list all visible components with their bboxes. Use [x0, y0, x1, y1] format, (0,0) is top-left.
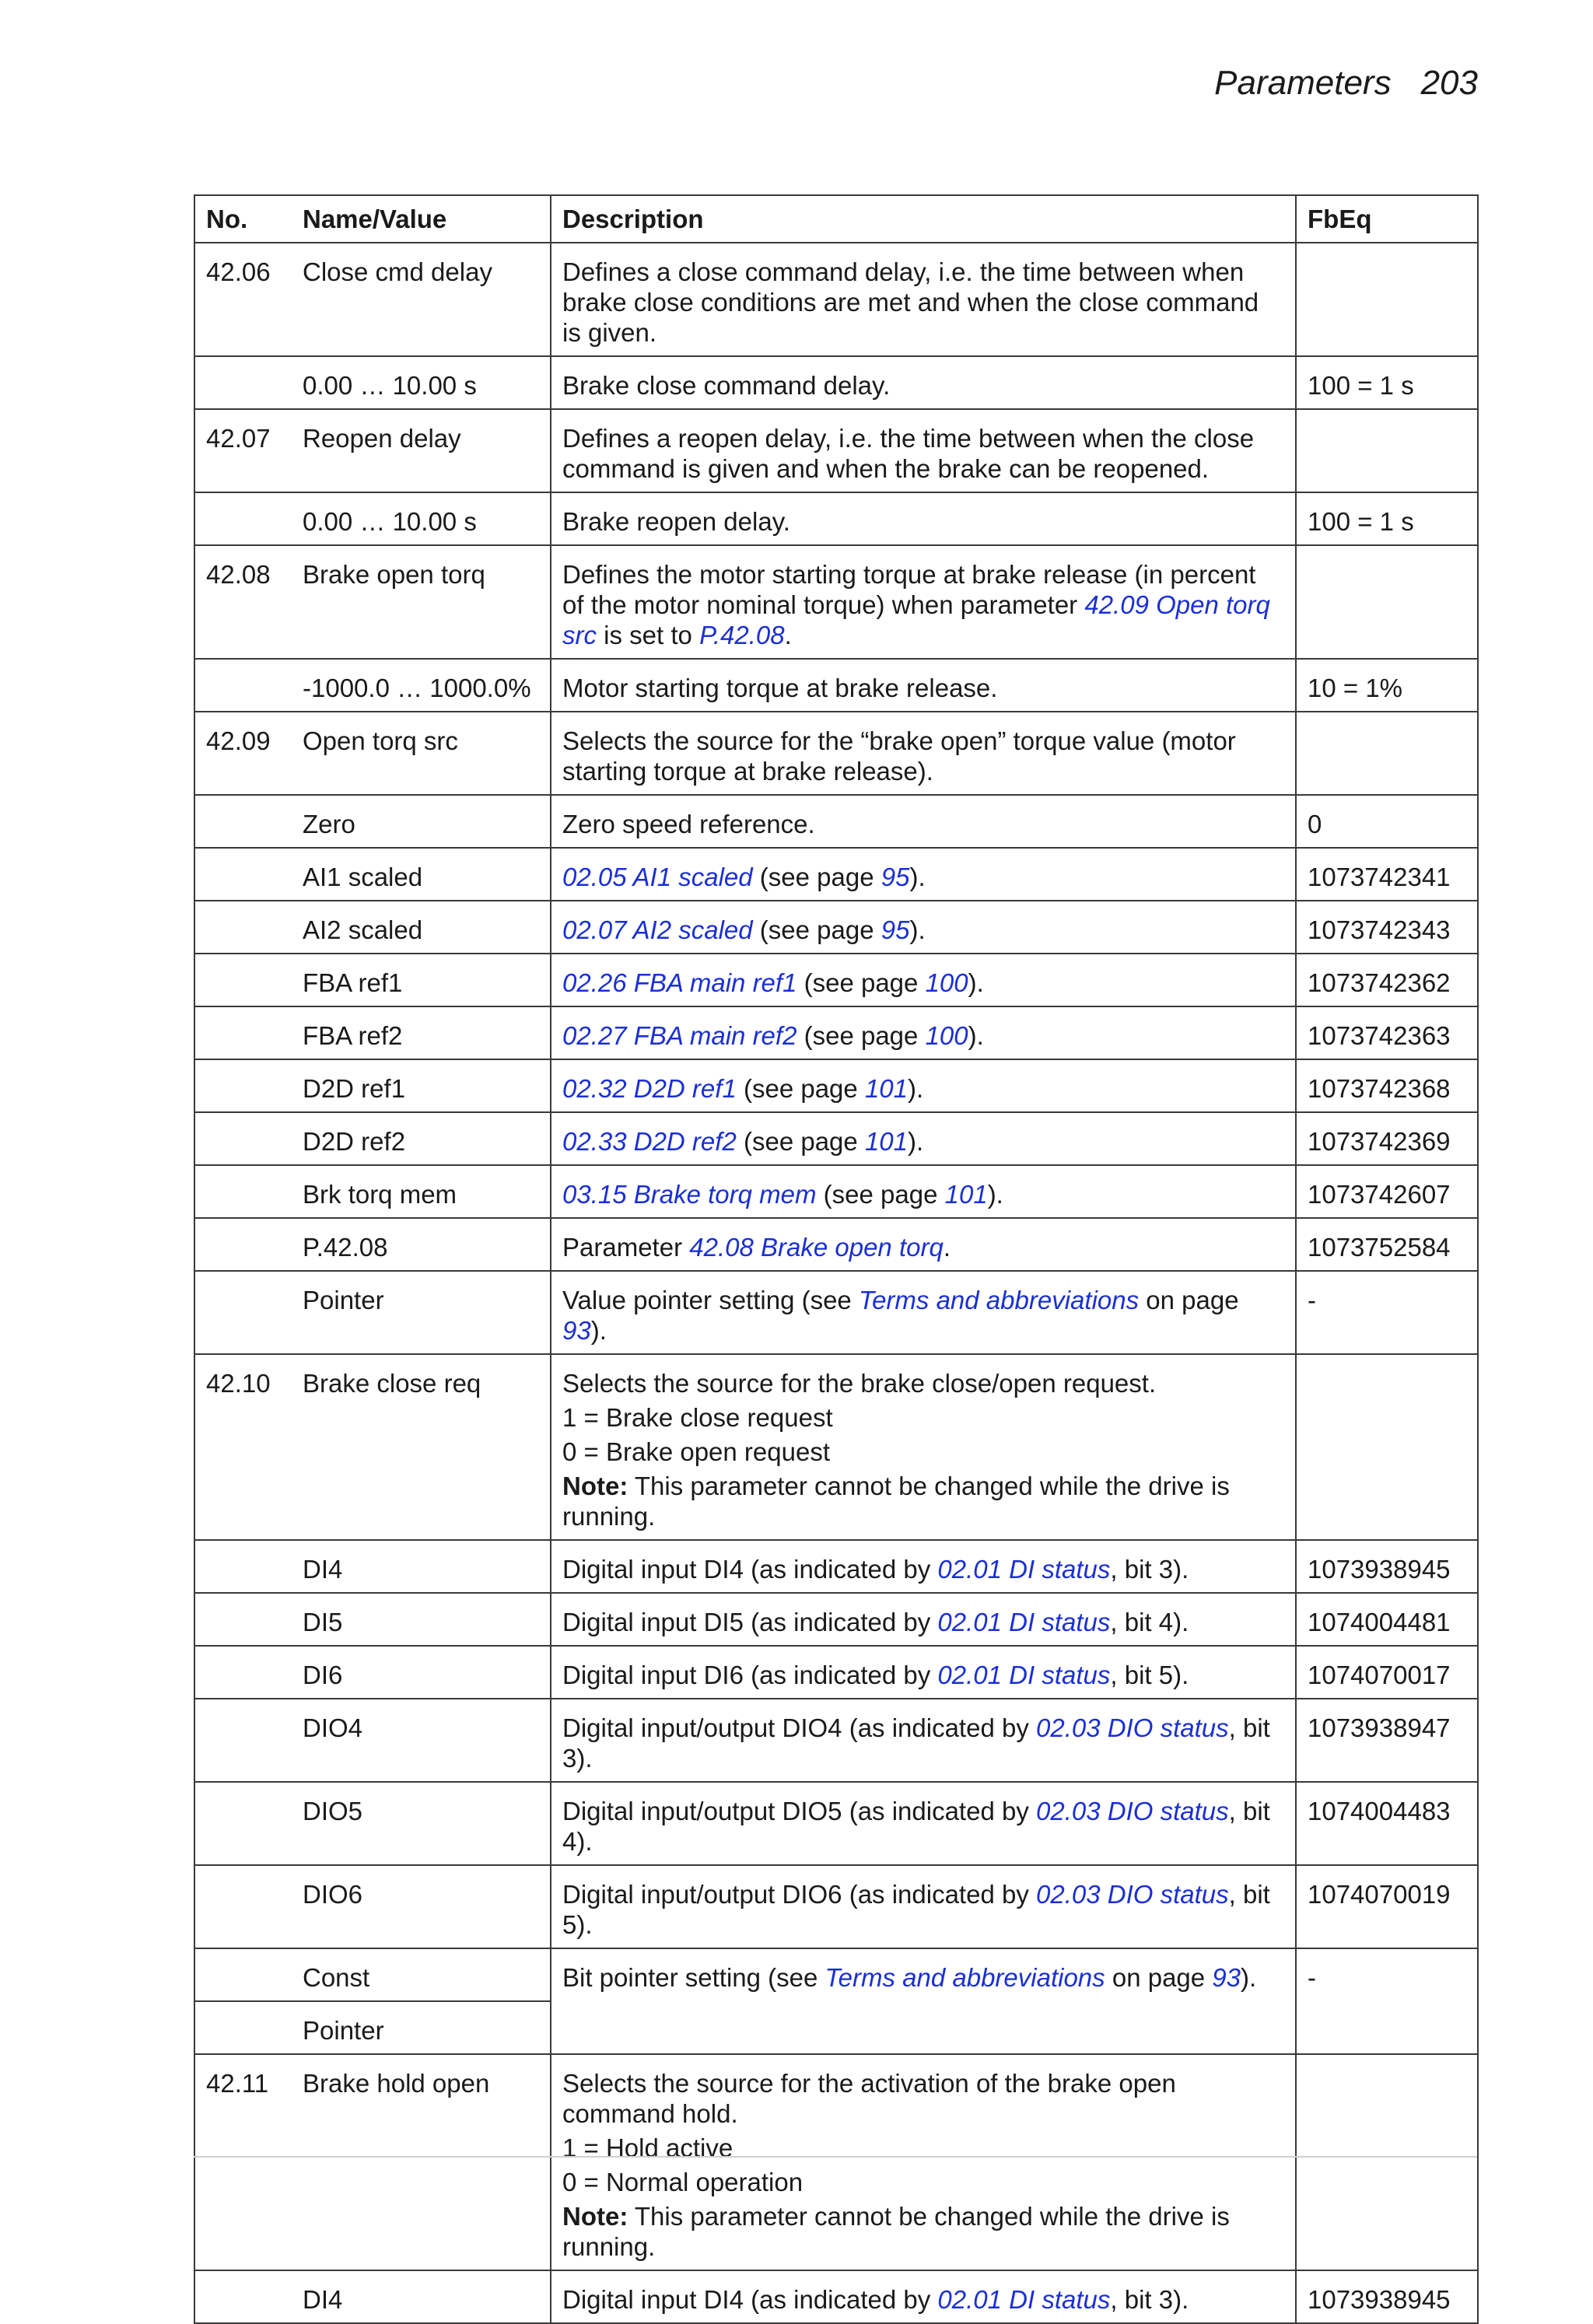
- description-paragraph: [562, 423, 1284, 484]
- param-description: [551, 954, 1296, 1006]
- param-description: [551, 1165, 1296, 1218]
- param-name-value: AI2 scaled: [292, 901, 551, 954]
- description-paragraph: [562, 1368, 1284, 1398]
- param-description: [551, 1006, 1296, 1059]
- table-row: [194, 1006, 1478, 1059]
- description-paragraph: [562, 1285, 1284, 1346]
- description-paragraph: [562, 1607, 1284, 1637]
- fieldbus-equivalent: 1073938947: [1296, 1699, 1478, 1782]
- description-text: Defines a close command delay, i.e. the time between when brake close conditions are met and when the close command is given.: [562, 257, 1259, 347]
- description-text: Digital input DI6 (as indicated by: [562, 1661, 938, 1689]
- param-description: [551, 409, 1296, 492]
- description-paragraph: [562, 2133, 1284, 2163]
- description-paragraph: [562, 726, 1284, 786]
- param-name-value: D2D ref1: [292, 1059, 551, 1112]
- table-row: [194, 356, 1478, 409]
- note-label: Note:: [562, 1472, 628, 1500]
- fieldbus-equivalent: [1296, 712, 1478, 795]
- description-paragraph: [562, 506, 1284, 537]
- description-text: , bit 3).: [562, 1713, 1270, 1773]
- description-text: ).: [590, 1316, 607, 1345]
- description-paragraph: [562, 1073, 1284, 1104]
- parameter-link[interactable]: 42.09 Open torq src: [562, 590, 1270, 649]
- parameter-link[interactable]: 02.32 D2D ref1: [562, 1074, 737, 1103]
- table-row: [194, 795, 1478, 848]
- description-text: ).: [908, 1074, 924, 1103]
- param-name-value: DI5: [292, 1593, 551, 1646]
- parameter-link[interactable]: 101: [944, 1180, 988, 1209]
- fieldbus-equivalent: [1296, 409, 1478, 492]
- param-description: [551, 1699, 1296, 1782]
- fieldbus-equivalent: 1073742369: [1296, 1112, 1478, 1165]
- description-paragraph: [562, 1879, 1284, 1940]
- param-description: [551, 901, 1296, 954]
- param-description: [551, 1218, 1296, 1271]
- parameters-table: [194, 194, 1479, 2324]
- table-row: [194, 901, 1478, 954]
- description-text: , bit 3).: [1110, 1555, 1189, 1584]
- table-row: [194, 492, 1478, 545]
- param-number: [194, 1059, 292, 1112]
- param-description: [551, 492, 1296, 545]
- description-text: (see page: [816, 1180, 945, 1209]
- description-text: .: [784, 621, 792, 649]
- param-name-value: Brake open torq: [292, 545, 551, 659]
- fieldbus-equivalent: 1073742363: [1296, 1006, 1478, 1059]
- parameter-link[interactable]: Terms and abbreviations: [825, 1963, 1105, 1992]
- param-description: [551, 1865, 1296, 1948]
- param-number: [194, 492, 292, 545]
- param-description: [551, 243, 1296, 356]
- description-text: (see page: [736, 1074, 865, 1103]
- description-text: (see page: [736, 1127, 865, 1156]
- description-text: Bit pointer setting (see: [562, 1963, 825, 1992]
- fieldbus-equivalent: [1296, 2054, 1478, 2270]
- table-row: [194, 1699, 1478, 1782]
- param-description: [551, 659, 1296, 712]
- description-paragraph: [562, 1471, 1284, 1531]
- param-number: 42.07: [194, 409, 292, 492]
- param-name-value: DIO6: [292, 1865, 551, 1948]
- parameter-link[interactable]: 02.03 DIO status: [1036, 1880, 1229, 1909]
- table-row: [194, 659, 1478, 712]
- param-number: 42.10: [194, 1354, 292, 1540]
- table-row: [194, 1218, 1478, 1271]
- description-text: ).: [968, 968, 984, 997]
- fieldbus-equivalent: 1074004483: [1296, 1782, 1478, 1865]
- column-header-no: No.: [194, 195, 292, 243]
- param-description: [551, 1354, 1296, 1540]
- table-row: [194, 409, 1478, 492]
- param-number: [194, 1699, 292, 1782]
- table-row: [194, 545, 1478, 659]
- description-text: Parameter: [562, 1233, 690, 1262]
- description-paragraph: [562, 1437, 1284, 1467]
- param-name-value: DIO4: [292, 1699, 551, 1782]
- param-number: [194, 1593, 292, 1646]
- parameter-link[interactable]: 93: [1212, 1963, 1241, 1992]
- description-paragraph: [562, 1796, 1284, 1857]
- description-text: Digital input/output DIO6 (as indicated by: [562, 1880, 1037, 1909]
- param-name-value: FBA ref2: [292, 1006, 551, 1059]
- param-number: 42.06: [194, 243, 292, 356]
- description-paragraph: [562, 809, 1284, 839]
- param-name-value: Reopen delay: [292, 409, 551, 492]
- param-name-value: Brake hold open: [292, 2054, 551, 2270]
- description-text: Digital input/output DIO4 (as indicated by: [562, 1713, 1037, 1742]
- param-description: [551, 2270, 1296, 2323]
- parameter-link[interactable]: 100: [925, 1021, 968, 1050]
- param-description: [551, 1948, 1296, 2054]
- param-number: [194, 1006, 292, 1059]
- table-body: [194, 243, 1478, 2323]
- footer-rule: [194, 2156, 1477, 2158]
- fieldbus-equivalent: [1296, 545, 1478, 659]
- description-text: Digital input/output DIO5 (as indicated by: [562, 1797, 1037, 1825]
- description-paragraph: [562, 673, 1284, 703]
- table-row: [194, 1112, 1478, 1165]
- param-name-value: Zero: [292, 795, 551, 848]
- param-number: [194, 1865, 292, 1948]
- param-number: [194, 659, 292, 712]
- description-paragraph: [562, 915, 1284, 945]
- param-description: [551, 356, 1296, 409]
- description-paragraph: [562, 370, 1284, 401]
- table-row: [194, 1593, 1478, 1646]
- description-paragraph: [562, 1179, 1284, 1209]
- fieldbus-equivalent: 1073742607: [1296, 1165, 1478, 1218]
- description-text: (see page: [796, 968, 926, 997]
- description-paragraph: [562, 1713, 1284, 1773]
- column-header-fbeq: FbEq: [1296, 195, 1478, 243]
- description-text: Value pointer setting (see: [562, 1286, 859, 1314]
- description-paragraph: [562, 1402, 1284, 1433]
- description-text: , bit 3).: [1110, 2285, 1189, 2314]
- parameter-link[interactable]: 02.07 AI2 scaled: [562, 915, 753, 944]
- description-paragraph: [562, 2201, 1284, 2262]
- fieldbus-equivalent: 1073742343: [1296, 901, 1478, 954]
- param-number: [194, 1165, 292, 1218]
- param-number: [194, 2270, 292, 2323]
- description-text: Selects the source for the “brake open” torque value (motor starting torque at brake release).: [562, 726, 1236, 786]
- description-text: Digital input DI5 (as indicated by: [562, 1608, 938, 1636]
- parameter-link[interactable]: 02.03 DIO status: [1036, 1713, 1229, 1742]
- description-text: 0 = Brake open request: [562, 1437, 830, 1466]
- param-number: [194, 1782, 292, 1865]
- param-name-value: Const: [292, 1948, 551, 2001]
- section-title: Parameters: [1214, 64, 1392, 102]
- description-paragraph: [562, 2068, 1284, 2129]
- param-name-value: Close cmd delay: [292, 243, 551, 356]
- parameter-link[interactable]: 02.05 AI1 scaled: [562, 863, 753, 891]
- description-text: ).: [1241, 1963, 1257, 1992]
- description-paragraph: [562, 862, 1284, 892]
- parameter-link[interactable]: 95: [881, 915, 910, 944]
- table-row: [194, 1948, 1478, 2001]
- description-paragraph: [562, 2167, 1284, 2197]
- fieldbus-equivalent: 10 = 1%: [1296, 659, 1478, 712]
- description-text: Brake close command delay.: [562, 371, 891, 400]
- param-name-value: DIO5: [292, 1782, 551, 1865]
- parameter-link[interactable]: 02.01 DI status: [937, 2285, 1111, 2314]
- fieldbus-equivalent: [1296, 243, 1478, 356]
- parameter-link[interactable]: 02.33 D2D ref2: [562, 1127, 737, 1156]
- description-text: (see page: [752, 915, 881, 944]
- fieldbus-equivalent: 1074004481: [1296, 1593, 1478, 1646]
- param-description: [551, 1593, 1296, 1646]
- description-paragraph: [562, 1554, 1284, 1584]
- param-number: [194, 954, 292, 1006]
- table-row: [194, 1059, 1478, 1112]
- description-paragraph: [562, 1020, 1284, 1051]
- fieldbus-equivalent: 1073742341: [1296, 848, 1478, 901]
- description-text: (see page: [752, 863, 881, 891]
- param-name-value: D2D ref2: [292, 1112, 551, 1165]
- table-row: [194, 1540, 1478, 1593]
- description-text: This parameter cannot be changed while the drive is running.: [562, 1472, 1230, 1531]
- description-paragraph: [562, 1126, 1284, 1157]
- param-name-value: FBA ref1: [292, 954, 551, 1006]
- description-paragraph: [562, 1232, 1284, 1262]
- param-number: [194, 848, 292, 901]
- parameter-link[interactable]: 02.27 FBA main ref2: [562, 1021, 797, 1050]
- fieldbus-equivalent: [1296, 1354, 1478, 1540]
- fieldbus-equivalent: -: [1296, 1271, 1478, 1354]
- param-number: [194, 1271, 292, 1354]
- table-row: [194, 2270, 1478, 2323]
- param-number: [194, 795, 292, 848]
- description-text: , bit 4).: [1110, 1608, 1189, 1636]
- fieldbus-equivalent: 0: [1296, 795, 1478, 848]
- description-text: 0 = Normal operation: [562, 2168, 804, 2196]
- description-text: on page: [1139, 1286, 1239, 1314]
- description-text: ).: [909, 915, 926, 944]
- param-name-value: AI1 scaled: [292, 848, 551, 901]
- param-name-value: P.42.08: [292, 1218, 551, 1271]
- description-text: , bit 5).: [1110, 1661, 1189, 1689]
- description-text: Digital input DI4 (as indicated by: [562, 1555, 938, 1584]
- param-name-value: Brake close req: [292, 1354, 551, 1540]
- param-number: [194, 356, 292, 409]
- table-header-row: [194, 195, 1478, 243]
- param-description: [551, 1540, 1296, 1593]
- parameter-link[interactable]: 42.08 Brake open torq: [689, 1233, 944, 1262]
- param-name-value: Brk torq mem: [292, 1165, 551, 1218]
- parameter-link[interactable]: 03.15 Brake torq mem: [562, 1180, 817, 1209]
- table-row: [194, 1271, 1478, 1354]
- description-text: Selects the source for the brake close/open request.: [562, 1369, 1157, 1398]
- parameter-link[interactable]: 95: [881, 863, 910, 891]
- description-text: Defines the motor starting torque at brake release (in percent of the motor nominal torque) when parameter: [562, 560, 1256, 619]
- description-text: , bit 4).: [562, 1797, 1270, 1856]
- param-description: [551, 1059, 1296, 1112]
- table-row: [194, 848, 1478, 901]
- param-name-value: DI6: [292, 1646, 551, 1699]
- description-text: Zero speed reference.: [562, 810, 815, 838]
- fieldbus-equivalent: 1073742368: [1296, 1059, 1478, 1112]
- note-label: Note:: [562, 2202, 628, 2231]
- param-name-value: DI4: [292, 1540, 551, 1593]
- param-description: [551, 1646, 1296, 1699]
- parameter-link[interactable]: 02.01 DI status: [937, 1608, 1111, 1636]
- fieldbus-equivalent: 1073742362: [1296, 954, 1478, 1006]
- description-text: .: [943, 1233, 951, 1262]
- description-text: 1 = Hold active: [562, 2133, 733, 2162]
- description-paragraph: [562, 1660, 1284, 1690]
- description-text: This parameter cannot be changed while the drive is running.: [562, 2202, 1230, 2261]
- page-number: 203: [1420, 64, 1478, 102]
- parameter-link[interactable]: 02.01 DI status: [937, 1555, 1111, 1584]
- description-paragraph: [562, 1962, 1284, 1993]
- description-text: is set to: [597, 621, 700, 649]
- table-row: [194, 1865, 1478, 1948]
- description-text: (see page: [796, 1021, 926, 1050]
- param-name-value: Pointer: [292, 2001, 551, 2054]
- description-text: 1 = Brake close request: [562, 1403, 833, 1432]
- column-header-name-value: Name/Value: [292, 195, 551, 243]
- param-name-value: 0.00 … 10.00 s: [292, 492, 551, 545]
- param-number: [194, 901, 292, 954]
- table-row: [194, 1354, 1478, 1540]
- param-number: 42.08: [194, 545, 292, 659]
- param-number: [194, 2001, 292, 2054]
- parameter-link[interactable]: 02.26 FBA main ref1: [562, 968, 797, 997]
- table-row: [194, 712, 1478, 795]
- table-row: [194, 2054, 1478, 2270]
- description-text: Digital input DI4 (as indicated by: [562, 2285, 938, 2314]
- table-row: [194, 1646, 1478, 1699]
- param-number: [194, 1112, 292, 1165]
- table-row: [194, 954, 1478, 1006]
- description-paragraph: [562, 559, 1284, 650]
- parameter-link[interactable]: 02.01 DI status: [937, 1661, 1111, 1689]
- fieldbus-equivalent: 100 = 1 s: [1296, 492, 1478, 545]
- fieldbus-equivalent: 1074070019: [1296, 1865, 1478, 1948]
- description-text: , bit 5).: [562, 1880, 1270, 1939]
- table-row: [194, 1165, 1478, 1218]
- param-description: [551, 712, 1296, 795]
- parameter-link[interactable]: 101: [864, 1074, 908, 1103]
- parameter-link[interactable]: 100: [925, 968, 968, 997]
- parameter-link[interactable]: Terms and abbreviations: [858, 1286, 1140, 1314]
- description-text: ).: [909, 863, 926, 891]
- parameter-link[interactable]: 02.03 DIO status: [1036, 1797, 1229, 1825]
- fieldbus-equivalent: -: [1296, 1948, 1478, 2054]
- fieldbus-equivalent: 1073752584: [1296, 1218, 1478, 1271]
- table-row: [194, 1782, 1478, 1865]
- column-header-description: Description: [551, 195, 1296, 243]
- param-number: [194, 1218, 292, 1271]
- fieldbus-equivalent: 100 = 1 s: [1296, 356, 1478, 409]
- description-text: Selects the source for the activation of the brake open command hold.: [562, 2069, 1176, 2128]
- param-name-value: DI4: [292, 2270, 551, 2323]
- description-text: Defines a reopen delay, i.e. the time between when the close command is given and when the brake can be reopened.: [562, 424, 1255, 483]
- param-number: [194, 1646, 292, 1699]
- parameter-link[interactable]: 101: [864, 1127, 908, 1156]
- param-description: [551, 795, 1296, 848]
- param-name-value: 0.00 … 10.00 s: [292, 356, 551, 409]
- param-name-value: -1000.0 … 1000.0%: [292, 659, 551, 712]
- description-paragraph: [562, 257, 1284, 348]
- param-number: [194, 1540, 292, 1593]
- description-paragraph: [562, 968, 1284, 998]
- parameter-link[interactable]: 93: [562, 1316, 591, 1345]
- param-description: [551, 2054, 1296, 2270]
- param-name-value: Pointer: [292, 1271, 551, 1354]
- parameter-link[interactable]: P.42.08: [699, 621, 785, 649]
- param-name-value: Open torq src: [292, 712, 551, 795]
- description-text: Brake reopen delay.: [562, 507, 790, 536]
- param-description: [551, 1112, 1296, 1165]
- description-text: Motor starting torque at brake release.: [562, 674, 998, 702]
- param-description: [551, 545, 1296, 659]
- page-header: [1214, 64, 1478, 103]
- description-text: ).: [908, 1127, 924, 1156]
- param-number: [194, 1948, 292, 2001]
- param-number: 42.11: [194, 2054, 292, 2270]
- description-text: ).: [968, 1021, 984, 1050]
- description-paragraph: [562, 2284, 1284, 2315]
- fieldbus-equivalent: 1074070017: [1296, 1646, 1478, 1699]
- table-row: [194, 243, 1478, 356]
- fieldbus-equivalent: 1073938945: [1296, 1540, 1478, 1593]
- param-description: [551, 848, 1296, 901]
- param-description: [551, 1271, 1296, 1354]
- fieldbus-equivalent: 1073938945: [1296, 2270, 1478, 2323]
- param-number: 42.09: [194, 712, 292, 795]
- description-text: on page: [1105, 1963, 1213, 1992]
- param-description: [551, 1782, 1296, 1865]
- description-text: ).: [987, 1180, 1003, 1209]
